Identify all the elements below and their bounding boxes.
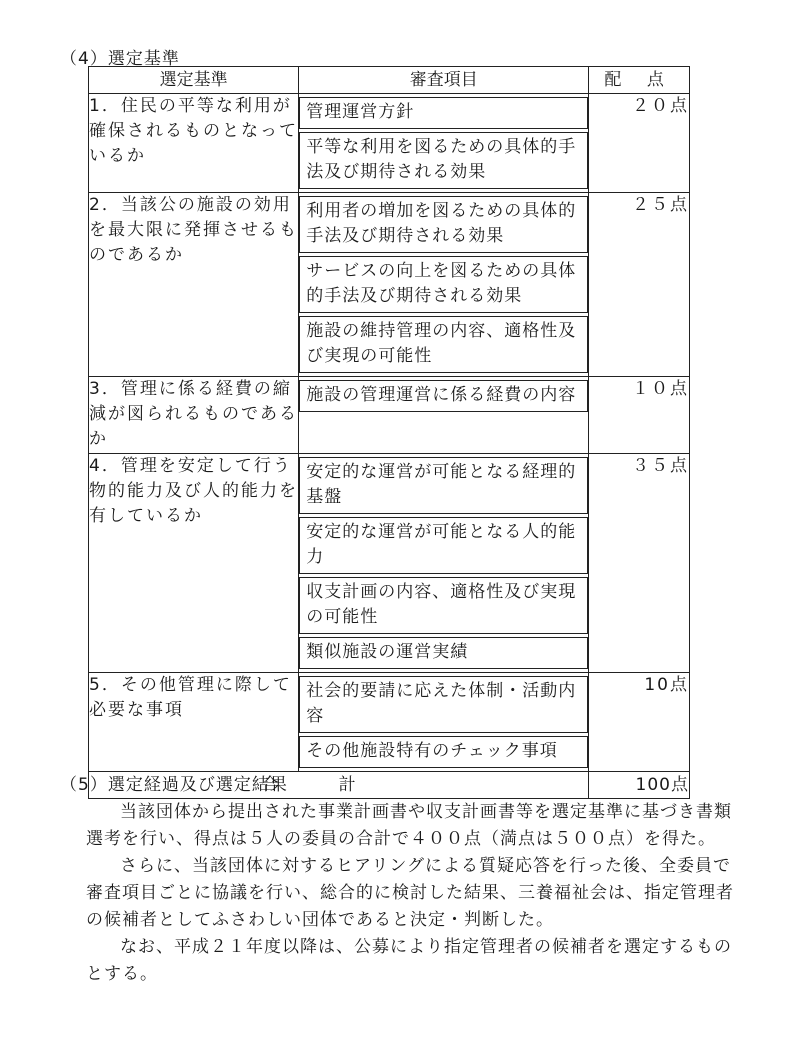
table-row [89,454,690,673]
points-cell: ２０点 [589,94,690,193]
review-item: 利用者の増加を図るための具体的手法及び期待される効果 [299,196,588,253]
review-item: 平等な利用を図るための具体的手法及び期待される効果 [299,132,588,189]
items-cell [299,377,589,454]
results-paragraph: なお、平成２１年度以降は、公募により指定管理者の候補者を選定するものとする。 [86,937,732,984]
review-item: 施設の管理運営に係る経費の内容 [299,380,588,412]
items-cell [299,454,589,673]
criteria-cell: 5．その他管理に際して必要な事項 [89,673,299,772]
header-items: 審査項目 [299,67,589,94]
items-cell [299,673,589,772]
review-item: 社会的要請に応えた体制・活動内容 [299,676,588,733]
points-cell: １０点 [589,377,690,454]
review-item: サービスの向上を図るための具体的手法及び期待される効果 [299,256,588,313]
review-item: 施設の維持管理の内容、適格性及び実現の可能性 [299,316,588,373]
section-5-heading: （5）選定経過及び選定結果 [60,775,288,795]
criteria-cell: 4．管理を安定して行う物的能力及び人的能力を有しているか [89,454,299,673]
criteria-cell: 3．管理に係る経費の縮減が図られるものであるか [89,377,299,454]
header-criteria: 選定基準 [89,67,299,94]
total-points: 100点 [589,772,690,799]
items-cell [299,193,589,377]
total-label: 合計 [89,772,589,799]
criteria-cell: 2．当該公の施設の効用を最大限に発揮させるものであるか [89,193,299,377]
results-paragraph: さらに、当該団体に対するヒアリングによる質疑応答を行った後、全委員で審査項目ごとに協議を行い、総合的に検討した結果、三養福祉会は、指定管理者の候補者としてふさわしい団体であると決定・判断した。 [86,856,734,930]
review-item: その他施設特有のチェック事項 [299,736,588,768]
table-row [89,193,690,377]
review-item: 類似施設の運営実績 [299,637,588,669]
review-item: 安定的な運営が可能となる人的能力 [299,517,588,574]
points-cell: ３５点 [589,454,690,673]
header-points: 配 点 [589,67,690,94]
table-row [89,94,690,193]
criteria-cell: 1．住民の平等な利用が確保されるものとなっているか [89,94,299,193]
table-row [89,377,690,454]
points-cell: ２５点 [589,193,690,377]
table-row [89,673,690,772]
results-paragraph: 当該団体から提出された事業計画書や収支計画書等を選定基準に基づき書類選考を行い、得点は５人の委員の合計で４００点（満点は５００点）を得た。 [86,802,732,849]
review-item: 管理運営方針 [299,97,588,129]
selection-results-section [60,772,740,988]
review-item: 収支計画の内容、適格性及び実現の可能性 [299,577,588,634]
table-header-row [89,67,690,94]
points-cell: 10点 [589,673,690,772]
section-4-heading: （4）選定基準 [60,49,180,69]
items-cell [299,94,589,193]
selection-criteria-table [88,66,690,799]
review-item: 安定的な運営が可能となる経理的基盤 [299,457,588,514]
